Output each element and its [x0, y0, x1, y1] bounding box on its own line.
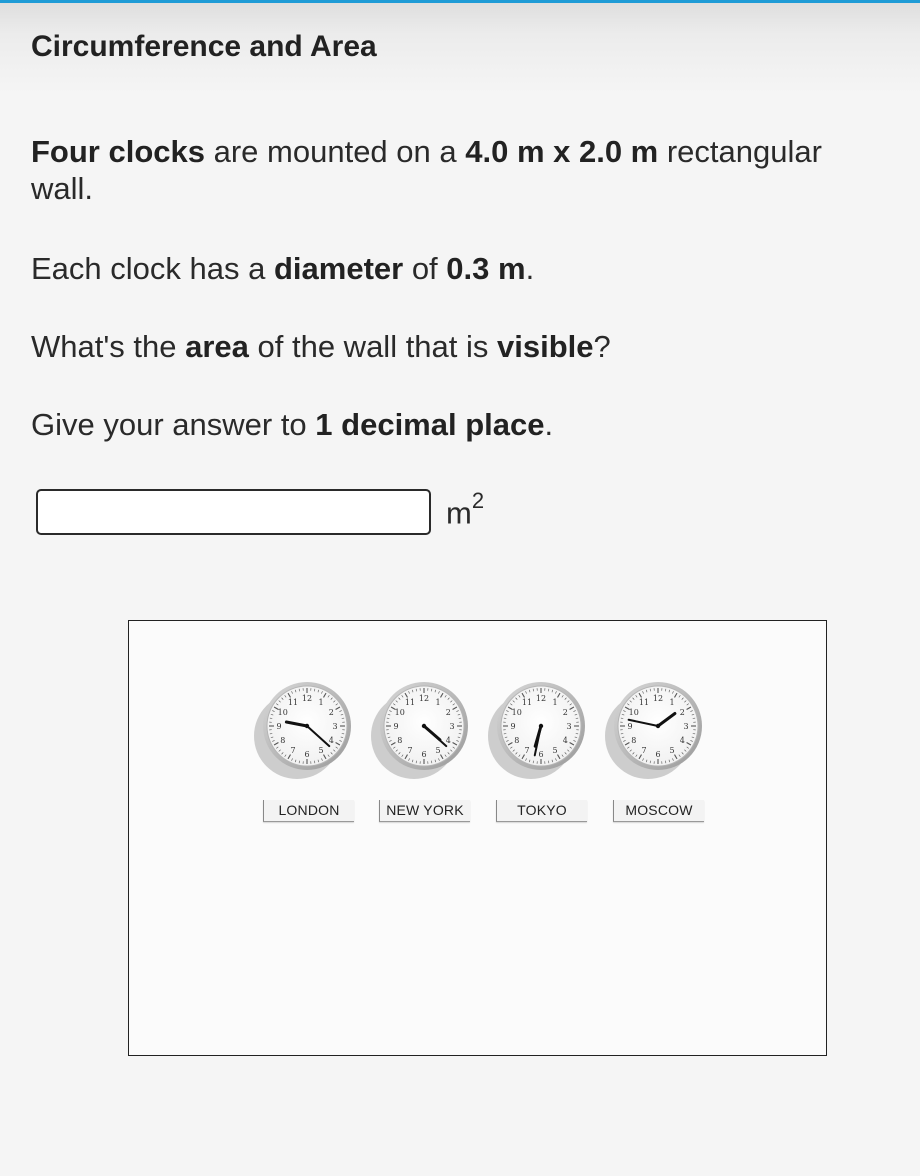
svg-text:10: 10 [628, 708, 639, 717]
clocks-illustration [128, 620, 825, 1054]
svg-text:6: 6 [421, 750, 427, 759]
city-label-moscow: MOSCOW [613, 800, 704, 822]
answer-input[interactable] [36, 489, 431, 535]
svg-text:9: 9 [627, 722, 633, 731]
svg-text:4: 4 [562, 736, 568, 745]
svg-text:4: 4 [445, 736, 451, 745]
svg-text:6: 6 [655, 750, 661, 759]
city-label-new-york: NEW YORK [379, 800, 470, 822]
question-paragraph-4: Give your answer to 1 decimal place. [31, 407, 554, 442]
svg-text:10: 10 [394, 708, 405, 717]
svg-text:9: 9 [276, 722, 282, 731]
svg-text:12: 12 [652, 694, 664, 703]
svg-text:2: 2 [328, 708, 334, 717]
svg-text:8: 8 [280, 736, 286, 745]
svg-text:3: 3 [332, 722, 338, 731]
svg-text:10: 10 [277, 708, 288, 717]
svg-text:9: 9 [393, 722, 399, 731]
svg-text:7: 7 [524, 746, 530, 756]
svg-text:1: 1 [435, 697, 441, 707]
svg-text:3: 3 [566, 722, 572, 731]
question-paragraph-1: Four clocks are mounted on a 4.0 m x 2.0 m rectangular wall. [31, 134, 822, 206]
svg-text:1: 1 [318, 697, 324, 707]
svg-text:12: 12 [301, 694, 313, 703]
svg-text:9: 9 [510, 722, 516, 731]
city-label-tokyo: TOKYO [496, 800, 587, 822]
svg-text:4: 4 [679, 736, 685, 745]
svg-text:11: 11 [287, 697, 299, 707]
svg-text:1: 1 [669, 697, 675, 707]
svg-text:8: 8 [514, 736, 520, 745]
city-label-london: LONDON [263, 800, 354, 822]
svg-text:8: 8 [397, 736, 403, 745]
svg-text:4: 4 [328, 736, 334, 745]
svg-text:5: 5 [318, 746, 324, 756]
clock-london [254, 682, 351, 779]
svg-text:2: 2 [679, 708, 685, 717]
svg-text:5: 5 [669, 746, 675, 756]
svg-text:2: 2 [445, 708, 451, 717]
svg-text:5: 5 [435, 746, 441, 756]
svg-text:12: 12 [535, 694, 547, 703]
svg-text:7: 7 [641, 746, 647, 756]
svg-text:10: 10 [511, 708, 522, 717]
svg-text:11: 11 [521, 697, 533, 707]
svg-text:3: 3 [683, 722, 689, 731]
svg-text:2: 2 [562, 708, 568, 717]
clock-moscow [605, 682, 702, 779]
svg-text:3: 3 [449, 722, 455, 731]
svg-text:8: 8 [631, 736, 637, 745]
svg-text:1: 1 [552, 697, 558, 707]
clock-tokyo [488, 682, 585, 779]
svg-text:12: 12 [418, 694, 430, 703]
page-title: Circumference and Area [31, 30, 377, 63]
svg-text:7: 7 [407, 746, 413, 756]
answer-unit: $m^2$ [446, 488, 485, 531]
svg-text:11: 11 [638, 697, 650, 707]
svg-text:7: 7 [290, 746, 296, 756]
question-paragraph-3: What's the area of the wall that is visible? [31, 329, 611, 364]
svg-text:11: 11 [404, 697, 416, 707]
clock-new-york [371, 682, 468, 779]
svg-text:6: 6 [304, 750, 310, 759]
svg-text:5: 5 [552, 746, 558, 756]
question-paragraph-2: Each clock has a diameter of 0.3 m. [31, 251, 535, 286]
svg-text:6: 6 [538, 750, 544, 759]
